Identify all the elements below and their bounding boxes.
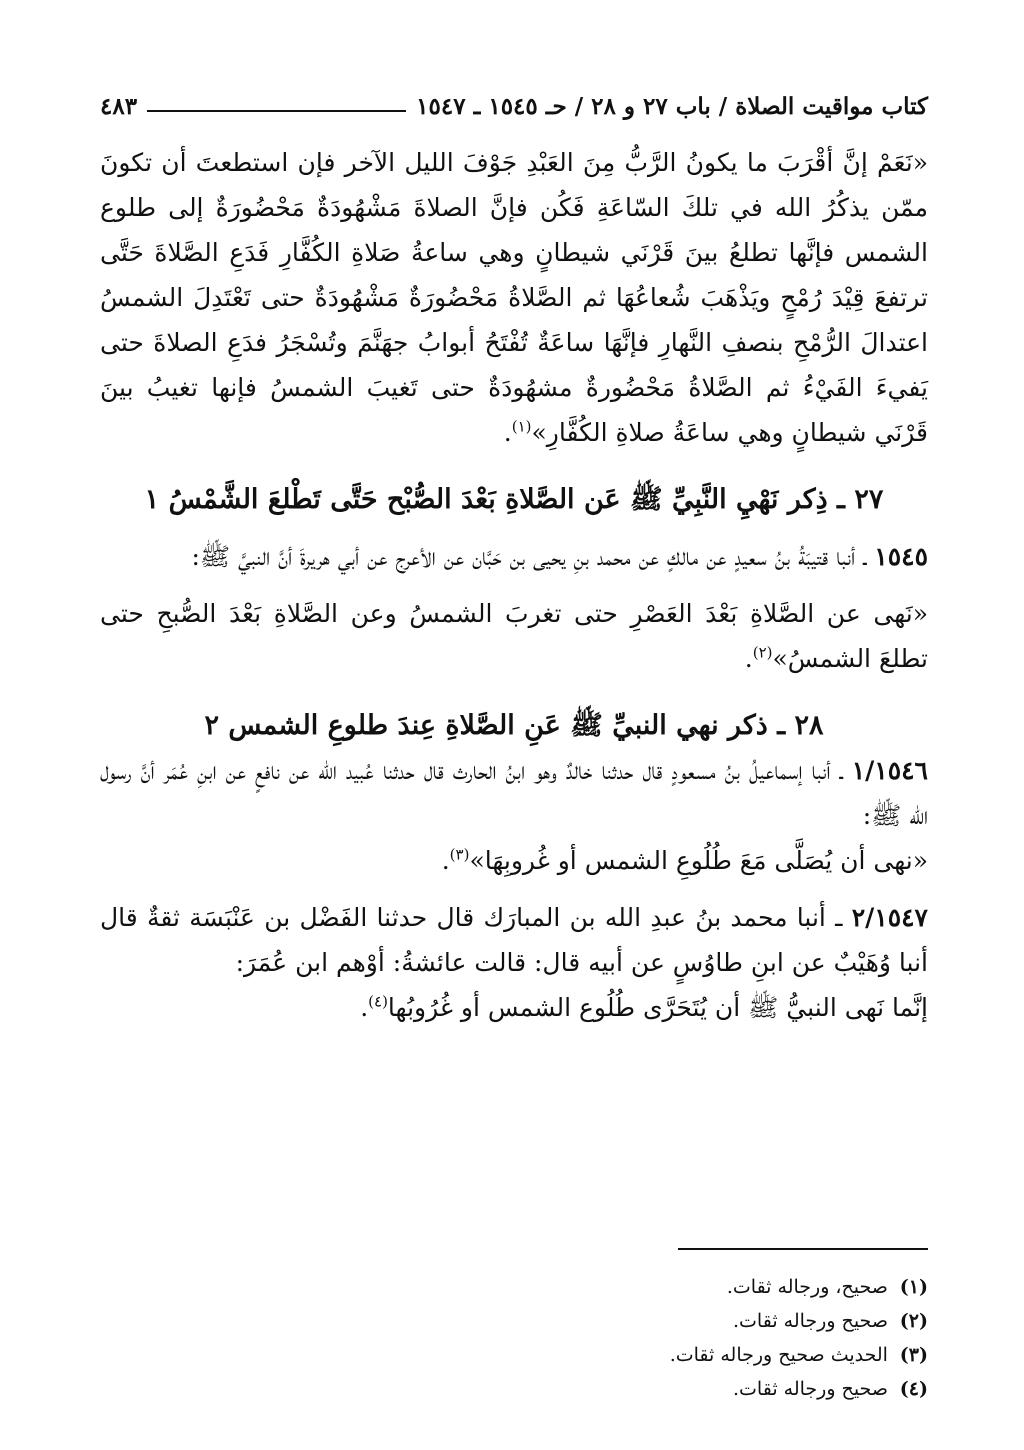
footnote-3 — [288, 1338, 928, 1372]
chapter-heading-28: ٢٨ ـ ذكر نهي النبيِّ ﷺ عَنِ الصَّلاةِ عِندَ طلوعِ الشمس ٢ — [204, 710, 824, 741]
page-number: ٤٨٣ — [100, 93, 138, 120]
running-head-title: كتاب مواقيت الصلاة / باب ٢٧ و ٢٨ / حـ ١٥٤٥ ـ ١٥٤٧ — [416, 93, 928, 120]
footnotes — [288, 1248, 928, 1406]
footnote-ref-3: (٣) — [449, 845, 470, 864]
footnote-4-mark: (٤) — [899, 1378, 928, 1400]
footnote-2-mark: (٢) — [899, 1310, 928, 1332]
footnote-4 — [288, 1372, 928, 1406]
hadith-1546-isnad — [100, 748, 928, 838]
hadith-1547-matn: إنَّما نَهى النبيُّ ﷺ أن يُتَحَرَّى طُلُوع الشمس أو غُرُوبُها$^{(٤)}$. — [360, 992, 928, 1022]
footnote-4-text: صحيح ورجاله ثقات. — [733, 1378, 888, 1400]
hadith-1545-matn-text: «نَهى عن الصَّلاةِ بَعْدَ العَصْرِ حتى تغربَ الشمسُ وعن الصَّلاةِ بَعْدَ الصُّبحِ حتى تطلعَ الشمسُ» — [100, 599, 928, 673]
continued-hadith-matn: «نَعَمْ إنَّ أقْرَبَ ما يكونُ الرَّبُّ مِنَ العَبْدِ جَوْفَ الليل الآخر فإن استطعتَ أن تكونَ ممّن يذكُرُ الله في تلكَ السّاعَةِ فَكُن فإنَّ الصلاةَ مَشْهُودَةٌ مَحْضُورَةٌ إلى طلوع الشمس فإنَّها تطلعُ بينَ قَرْنَي شيطانٍ وهي ساعةُ صَلاةِ الكُفَّارِ فَدَعِ الصَّلاةَ حَتَّى ترتفعَ قِيْدَ رُمْحٍ ويَذْهَبَ شُعاعُهَا ثم الصَّلاةُ مَحْضُورَةٌ مَشْهُودَةٌ حتى تَعْتَدِلَ الشمسُ اعتدالَ الرُّمْحِ بنصفِ النَّهارِ فإنَّهَا ساعَةٌ تُفْتَحُ أبوابُ جهَنَّمَ وتُسْجَرُ فدَعِ الصلاةَ حتى يَفيءَ الفَيْءُ ثم الصَّلاةُ مَحْضُورةٌ مشهُودَةٌ حتى تَغيبَ الشمسُ فإنها تغيبُ بينَ قَرْنَي شيطانٍ وهي ساعَةُ صلاةِ الكُفَّارِ» — [100, 148, 929, 447]
hadith-1545-isnad — [100, 534, 928, 579]
running-head-rule — [147, 110, 406, 112]
hadith-number-1547: ٢/١٥٤٧ — [851, 903, 928, 932]
footnote-ref-2: (٢) — [752, 643, 773, 662]
hadith-1546-isnad-text: ـ أنبا إسماعيلُ بنُ مسعودٍ قال حدثنا خالدٌ وهو ابنُ الحارث قال حدثنا عُبيد الله عن نافعٍ عن ابنِ عُمَر أنَّ رسول الله ﷺ: — [100, 756, 928, 830]
hadith-number-1546: ١/١٥٤٦ — [851, 756, 928, 785]
hadith-1546-matn-text: «نهى أن يُصَلَّى مَعَ طُلُوعِ الشمس أو غُروبِهَا» — [469, 846, 928, 875]
running-head — [100, 86, 928, 120]
hadith-1547-isnad — [100, 895, 928, 985]
continued-hadith-text: «نَعَمْ إنَّ أقْرَبَ ما يكونُ الرَّبُّ مِنَ العَبْدِ جَوْفَ الليل الآخر فإن استطعتَ أن تكونَ ممّن يذكُرُ الله في تلكَ السّاعَةِ فَكُن فإنَّ الصلاةَ مَشْهُودَةٌ مَحْضُورَةٌ إلى طلوع الشمس فإنَّها تطلعُ بينَ قَرْنَي شيطانٍ وهي ساعةُ صَلاةِ الكُفَّارِ فَدَعِ الصَّلاةَ حَتَّى ترتفعَ قِيْدَ رُمْحٍ ويَذْهَبَ شُعاعُهَا ثم الصَّلاةُ مَحْضُورَةٌ مَشْهُودَةٌ حتى تَعْتَدِلَ الشمسُ اعتدالَ الرُّمْحِ بنصفِ النَّهارِ فإنَّهَا ساعَةٌ تُفْتَحُ أبوابُ جهَنَّمَ وتُسْجَرُ فدَعِ الصلاةَ حتى يَفيءَ الفَيْءُ ثم الصَّلاةُ مَحْضُورةٌ مشهُودَةٌ حتى تَغيبَ الشمسُ فإنها تغيبُ بينَ قَرْنَي شيطانٍ وهي ساعَةُ صلاةِ الكُفَّارِ»$^{(١)}$. — [100, 148, 929, 447]
footnote-2-text: صحيح ورجاله ثقات. — [733, 1310, 888, 1332]
footnote-2 — [288, 1304, 928, 1338]
footnote-1-text: صحيح، ورجاله ثقات. — [726, 1276, 888, 1298]
hadith-1547-isnad-text: ـ أنبا محمد بنُ عبدِ الله بن المبارَك قال حدثنا الفَضْل بن عَنْبَسَة ثقةٌ قال أنبا وُهَيْبٌ عن ابنِ طاوُسٍ عن أبيه قال: قالت عائشةُ: أوْهم ابن عُمَرَ: — [100, 903, 928, 977]
footnote-1 — [288, 1270, 928, 1304]
footnote-rule — [678, 1248, 928, 1250]
footnote-3-text: الحديث صحيح ورجاله ثقات. — [669, 1344, 888, 1366]
footnote-ref-1: (١) — [511, 417, 532, 436]
footnote-ref-4: (٤) — [368, 992, 388, 1011]
page-body — [100, 140, 928, 1030]
hadith-1546-matn: «نهى أن يُصَلَّى مَعَ طُلُوعِ الشمس أو غُروبِهَا»$^{(٣)}$. — [441, 845, 928, 875]
hadith-number-1545: ١٥٤٥ — [874, 542, 928, 571]
footnote-3-mark: (٣) — [899, 1344, 928, 1366]
footnote-1-mark: (١) — [899, 1276, 928, 1298]
hadith-1545-isnad-text: ـ أنبا قتيبَةُ بنُ سعيدٍ عن مالكٍ عن محمد بنِ يحيى بن حَبَّان عن الأعرج عن أبي هريرةَ أنَّ النبيَّ ﷺ: — [191, 542, 867, 571]
hadith-1547-matn-text: إنَّما نَهى النبيُّ ﷺ أن يُتَحَرَّى طُلُوع الشمس أو غُرُوبُها — [387, 993, 928, 1022]
hadith-1545-matn: «نَهى عن الصَّلاةِ بَعْدَ العَصْرِ حتى تغربَ الشمسُ وعن الصَّلاةِ بَعْدَ الصُّبحِ حتى تطلعَ الشمسُ»$^{(٢)}$. — [100, 599, 928, 673]
chapter-heading-27: ٢٧ ـ ذِكر نَهْيِ النَّبِيِّ ﷺ عَن الصَّلاةِ بَعْدَ الصُّبْح حَتَّى تَطْلعَ الشَّمْسُ ١ — [144, 484, 884, 515]
